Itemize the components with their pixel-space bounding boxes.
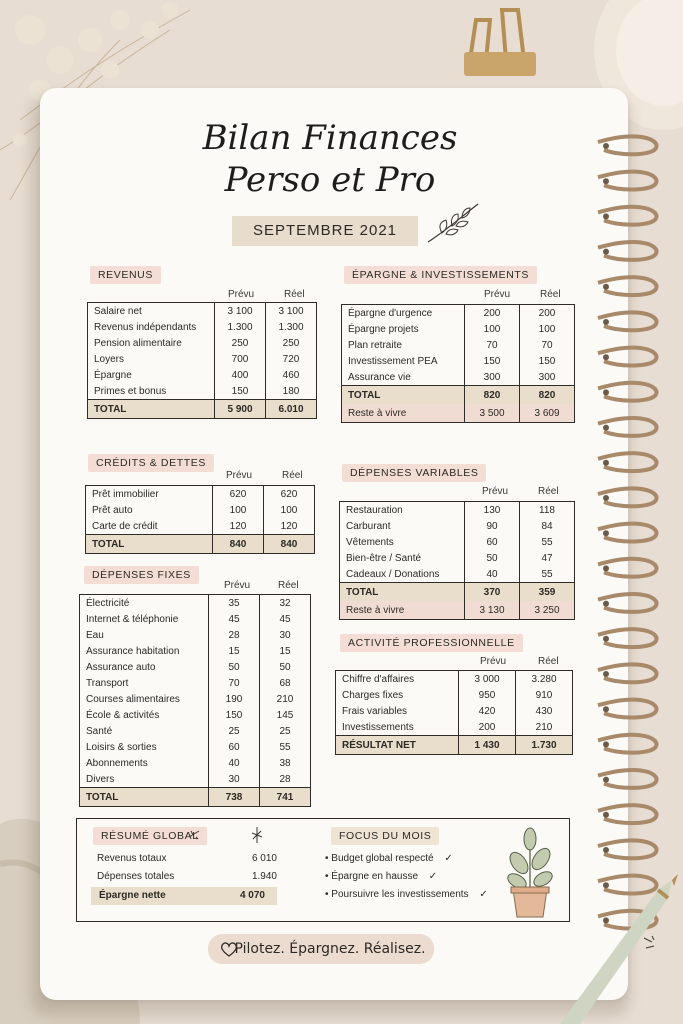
table-row: [86, 518, 314, 535]
table-row: [86, 502, 314, 518]
row-label: Épargne d'urgence: [342, 305, 465, 321]
summary-net-bar: [91, 887, 277, 905]
row-planned: 1.300: [215, 319, 266, 335]
table-row: [80, 611, 310, 627]
summary-net-value: 4 070: [239, 890, 265, 901]
row-label: Investissement PEA: [342, 353, 465, 369]
row-actual: 359: [520, 583, 575, 602]
row-actual: 55: [541, 568, 553, 580]
row-planned: 150: [209, 707, 260, 723]
row-actual: 460: [282, 369, 300, 381]
section-label-revenus: REVENUS: [90, 266, 161, 284]
summary-net-label: Épargne nette: [99, 890, 166, 901]
row-label: Loisirs & sorties: [80, 739, 209, 755]
slogan-banner: [208, 934, 434, 964]
row-label: Divers: [80, 771, 209, 788]
row-label: Charges fixes: [336, 687, 459, 703]
page-title-line2: Perso et Pro: [224, 160, 436, 200]
table-row: [80, 771, 310, 788]
row-label: RÉSULTAT NET: [336, 736, 459, 755]
row-actual: 100: [280, 504, 298, 516]
row-label: TOTAL: [342, 386, 465, 405]
row-actual: 3.280: [531, 673, 557, 685]
table-row: [80, 627, 310, 643]
col-header-actual: Réel: [538, 656, 559, 667]
table-row: [336, 719, 572, 736]
section-label-focus: FOCUS DU MOIS: [331, 827, 439, 845]
row-label: Cadeaux / Donations: [340, 566, 465, 583]
row-actual: 118: [539, 504, 555, 516]
row-actual: 150: [538, 355, 556, 367]
row-label: Investissements: [336, 719, 459, 736]
row-label: Bien-être / Santé: [340, 550, 465, 566]
row-planned: 50: [209, 659, 260, 675]
table-row: [80, 691, 310, 707]
table-row: [80, 675, 310, 691]
sparkle-icon: [249, 825, 265, 845]
table-row: [88, 303, 316, 319]
table-row: [80, 595, 310, 611]
row-label: Prêt auto: [86, 502, 213, 518]
row-actual: 720: [282, 353, 300, 365]
row-actual: 6.010: [266, 400, 317, 419]
row-label: Santé: [80, 723, 209, 739]
col-header-actual: Réel: [540, 289, 561, 300]
pen: [540, 870, 683, 1024]
row-planned: 190: [209, 691, 260, 707]
pro-table: [336, 671, 572, 754]
row-actual: 145: [276, 709, 294, 721]
row-planned: 35: [209, 595, 260, 611]
row-planned: 950: [459, 687, 516, 703]
table-row: [80, 739, 310, 755]
col-header-planned: Prévu: [224, 580, 251, 591]
row-actual: 120: [280, 520, 298, 532]
row-actual: 3 250: [520, 601, 575, 619]
row-planned: 840: [213, 535, 264, 554]
table-row: [340, 550, 574, 566]
row-label: Internet & téléphonie: [80, 611, 209, 627]
row-actual: 70: [541, 339, 553, 351]
row-actual: 200: [538, 307, 556, 319]
summary-box: [76, 818, 570, 922]
summary-row-label: Dépenses totales: [97, 871, 175, 882]
row-label: Épargne: [88, 367, 215, 383]
table-row: [336, 703, 572, 719]
table-row: [336, 687, 572, 703]
row-actual: 300: [538, 371, 556, 383]
row-planned: 90: [465, 518, 520, 534]
total-row: [86, 535, 314, 554]
row-planned: 100: [465, 321, 520, 337]
row-label: TOTAL: [88, 400, 215, 419]
table-row: [88, 367, 316, 383]
row-actual: 68: [279, 677, 291, 689]
row-label: Carte de crédit: [86, 518, 213, 535]
row-planned: 3 500: [465, 404, 520, 422]
row-label: Loyers: [88, 351, 215, 367]
table-row: [88, 383, 316, 400]
row-planned: 70: [209, 675, 260, 691]
leaf-sprig-icon: [424, 198, 484, 248]
table-row: [340, 518, 574, 534]
table-row: [88, 335, 316, 351]
row-label: Pension alimentaire: [88, 335, 215, 351]
binder-clip: [446, 0, 546, 82]
table-row: [80, 707, 310, 723]
col-header-actual: Réel: [284, 289, 305, 300]
section-label-fixes: DÉPENSES FIXES: [84, 566, 199, 584]
summary-row-value: 6 010: [251, 853, 277, 864]
focus-item: [325, 853, 495, 871]
row-label: Plan retraite: [342, 337, 465, 353]
row-planned: 3 100: [215, 303, 266, 319]
total-row: [80, 788, 310, 807]
row-label: Épargne projets: [342, 321, 465, 337]
check-icon: ✓: [441, 853, 453, 864]
col-header-planned: Prévu: [482, 486, 509, 497]
row-label: Courses alimentaires: [80, 691, 209, 707]
col-header-planned: Prévu: [226, 470, 253, 481]
credits-table: [86, 486, 314, 553]
table-row: [80, 659, 310, 675]
row-planned: 40: [209, 755, 260, 771]
row-actual: 910: [535, 689, 553, 701]
row-actual: 210: [535, 721, 553, 733]
row-planned: 30: [209, 771, 260, 788]
col-header-actual: Réel: [282, 470, 303, 481]
table-row: [80, 643, 310, 659]
row-planned: 60: [465, 534, 520, 550]
table-row: [80, 723, 310, 739]
focus-item-text: Budget global respecté: [331, 853, 434, 864]
col-header-planned: Prévu: [480, 656, 507, 667]
row-planned: 150: [215, 383, 266, 400]
row-actual: 620: [280, 488, 298, 500]
row-planned: 250: [215, 335, 266, 351]
row-label: Vêtements: [340, 534, 465, 550]
bullet: •: [325, 853, 332, 864]
row-planned: 28: [209, 627, 260, 643]
row-label: TOTAL: [86, 535, 213, 554]
row-actual: 3 609: [520, 404, 575, 422]
focus-item-text: Épargne en hausse: [331, 871, 419, 882]
section-label-variables: DÉPENSES VARIABLES: [342, 464, 486, 482]
row-label: Carburant: [340, 518, 465, 534]
table-row: [342, 369, 574, 386]
row-actual: 3 100: [278, 305, 304, 317]
total-row: [88, 400, 316, 419]
row-actual: 210: [276, 693, 294, 705]
page-title-line1: Bilan Finances: [202, 118, 458, 158]
row-label: Électricité: [80, 595, 209, 611]
row-label: Revenus indépendants: [88, 319, 215, 335]
row-label: Restauration: [340, 502, 465, 518]
total-row: [342, 386, 574, 405]
row-label: Eau: [80, 627, 209, 643]
row-actual: 741: [260, 788, 311, 807]
row-actual: 25: [279, 725, 291, 737]
col-header-actual: Réel: [278, 580, 299, 591]
row-actual: 820: [520, 386, 575, 405]
slogan-text: Pilotez. Épargnez. Réalisez.: [234, 941, 426, 957]
table-row: [88, 319, 316, 335]
row-planned: 25: [209, 723, 260, 739]
row-label: TOTAL: [340, 583, 465, 602]
focus-list: [325, 853, 495, 907]
row-label: Salaire net: [88, 303, 215, 319]
table-row: [342, 337, 574, 353]
section-label-pro: ACTIVITÉ PROFESSIONNELLE: [340, 634, 523, 652]
row-planned: 820: [465, 386, 520, 405]
focus-item-text: Poursuivre les investissements: [331, 889, 469, 900]
row-label: Reste à vivre: [340, 601, 465, 619]
row-planned: 620: [213, 486, 264, 502]
row-actual: 15: [279, 645, 291, 657]
row-planned: 400: [215, 367, 266, 383]
row-label: Chiffre d'affaires: [336, 671, 459, 687]
summary-row-value: 1.940: [251, 871, 277, 882]
row-planned: 200: [465, 305, 520, 321]
row-planned: 370: [465, 583, 520, 602]
row-label: Abonnements: [80, 755, 209, 771]
row-label: Frais variables: [336, 703, 459, 719]
row-actual: 47: [541, 552, 553, 564]
col-header-planned: Prévu: [484, 289, 511, 300]
rest-row: [342, 404, 574, 422]
col-header-actual: Réel: [538, 486, 559, 497]
col-header-planned: Prévu: [228, 289, 255, 300]
table-row: [88, 351, 316, 367]
row-planned: 70: [465, 337, 520, 353]
table-row: [336, 671, 572, 687]
row-planned: 200: [459, 719, 516, 736]
row-planned: 738: [209, 788, 260, 807]
row-planned: 3 130: [465, 601, 520, 619]
row-label: École & activités: [80, 707, 209, 723]
table-row: [342, 305, 574, 321]
row-planned: 120: [213, 518, 264, 535]
fixes-table: [80, 595, 310, 806]
focus-item: [325, 889, 495, 907]
row-actual: 38: [279, 757, 291, 769]
row-actual: 1.300: [278, 321, 304, 333]
row-actual: 840: [264, 535, 315, 554]
row-actual: 1.730: [516, 736, 573, 755]
row-planned: 60: [209, 739, 260, 755]
table-row: [340, 534, 574, 550]
row-planned: 100: [213, 502, 264, 518]
table-row: [342, 353, 574, 369]
table-row: [340, 502, 574, 518]
summary-row-label: Revenus totaux: [97, 853, 167, 864]
section-label-epargne: ÉPARGNE & INVESTISSEMENTS: [344, 266, 537, 284]
row-actual: 100: [538, 323, 556, 335]
row-planned: 5 900: [215, 400, 266, 419]
epargne-table: [342, 305, 574, 422]
check-icon: ✓: [476, 889, 488, 900]
heart-icon: [220, 941, 238, 957]
row-planned: 150: [465, 353, 520, 369]
sparkle-icon: [187, 827, 201, 841]
row-planned: 420: [459, 703, 516, 719]
bullet: •: [325, 871, 332, 882]
total-row: [336, 736, 572, 755]
row-actual: 180: [282, 385, 300, 397]
section-label-summary: RÉSUMÉ GLOBAL: [93, 827, 207, 845]
row-label: Transport: [80, 675, 209, 691]
row-planned: 50: [465, 550, 520, 566]
row-actual: 32: [279, 597, 291, 609]
focus-item: [325, 871, 495, 889]
row-planned: 45: [209, 611, 260, 627]
row-actual: 430: [535, 705, 553, 717]
row-actual: 28: [279, 773, 291, 785]
table-row: [342, 321, 574, 337]
row-label: Reste à vivre: [342, 404, 465, 422]
month-banner: SEPTEMBRE 2021: [232, 216, 418, 246]
rest-row: [340, 601, 574, 619]
row-actual: 250: [282, 337, 300, 349]
row-actual: 30: [279, 629, 291, 641]
section-label-credits: CRÉDITS & DETTES: [88, 454, 214, 472]
row-planned: 130: [465, 502, 520, 518]
row-label: TOTAL: [80, 788, 209, 807]
row-label: Assurance vie: [342, 369, 465, 386]
row-label: Prêt immobilier: [86, 486, 213, 502]
row-actual: 55: [541, 536, 553, 548]
row-actual: 45: [279, 613, 291, 625]
row-planned: 1 430: [459, 736, 516, 755]
row-planned: 40: [465, 566, 520, 583]
table-row: [86, 486, 314, 502]
row-actual: 50: [279, 661, 291, 673]
row-planned: 300: [465, 369, 520, 386]
row-actual: 84: [541, 520, 553, 532]
check-icon: ✓: [426, 871, 438, 882]
variables-table: [340, 502, 574, 619]
bullet: •: [325, 889, 332, 900]
row-actual: 55: [279, 741, 291, 753]
row-label: Assurance auto: [80, 659, 209, 675]
revenus-table: [88, 303, 316, 418]
table-row: [80, 755, 310, 771]
row-label: Assurance habitation: [80, 643, 209, 659]
row-planned: 3 000: [459, 671, 516, 687]
table-row: [340, 566, 574, 583]
row-planned: 700: [215, 351, 266, 367]
total-row: [340, 583, 574, 602]
row-planned: 15: [209, 643, 260, 659]
row-label: Primes et bonus: [88, 383, 215, 400]
